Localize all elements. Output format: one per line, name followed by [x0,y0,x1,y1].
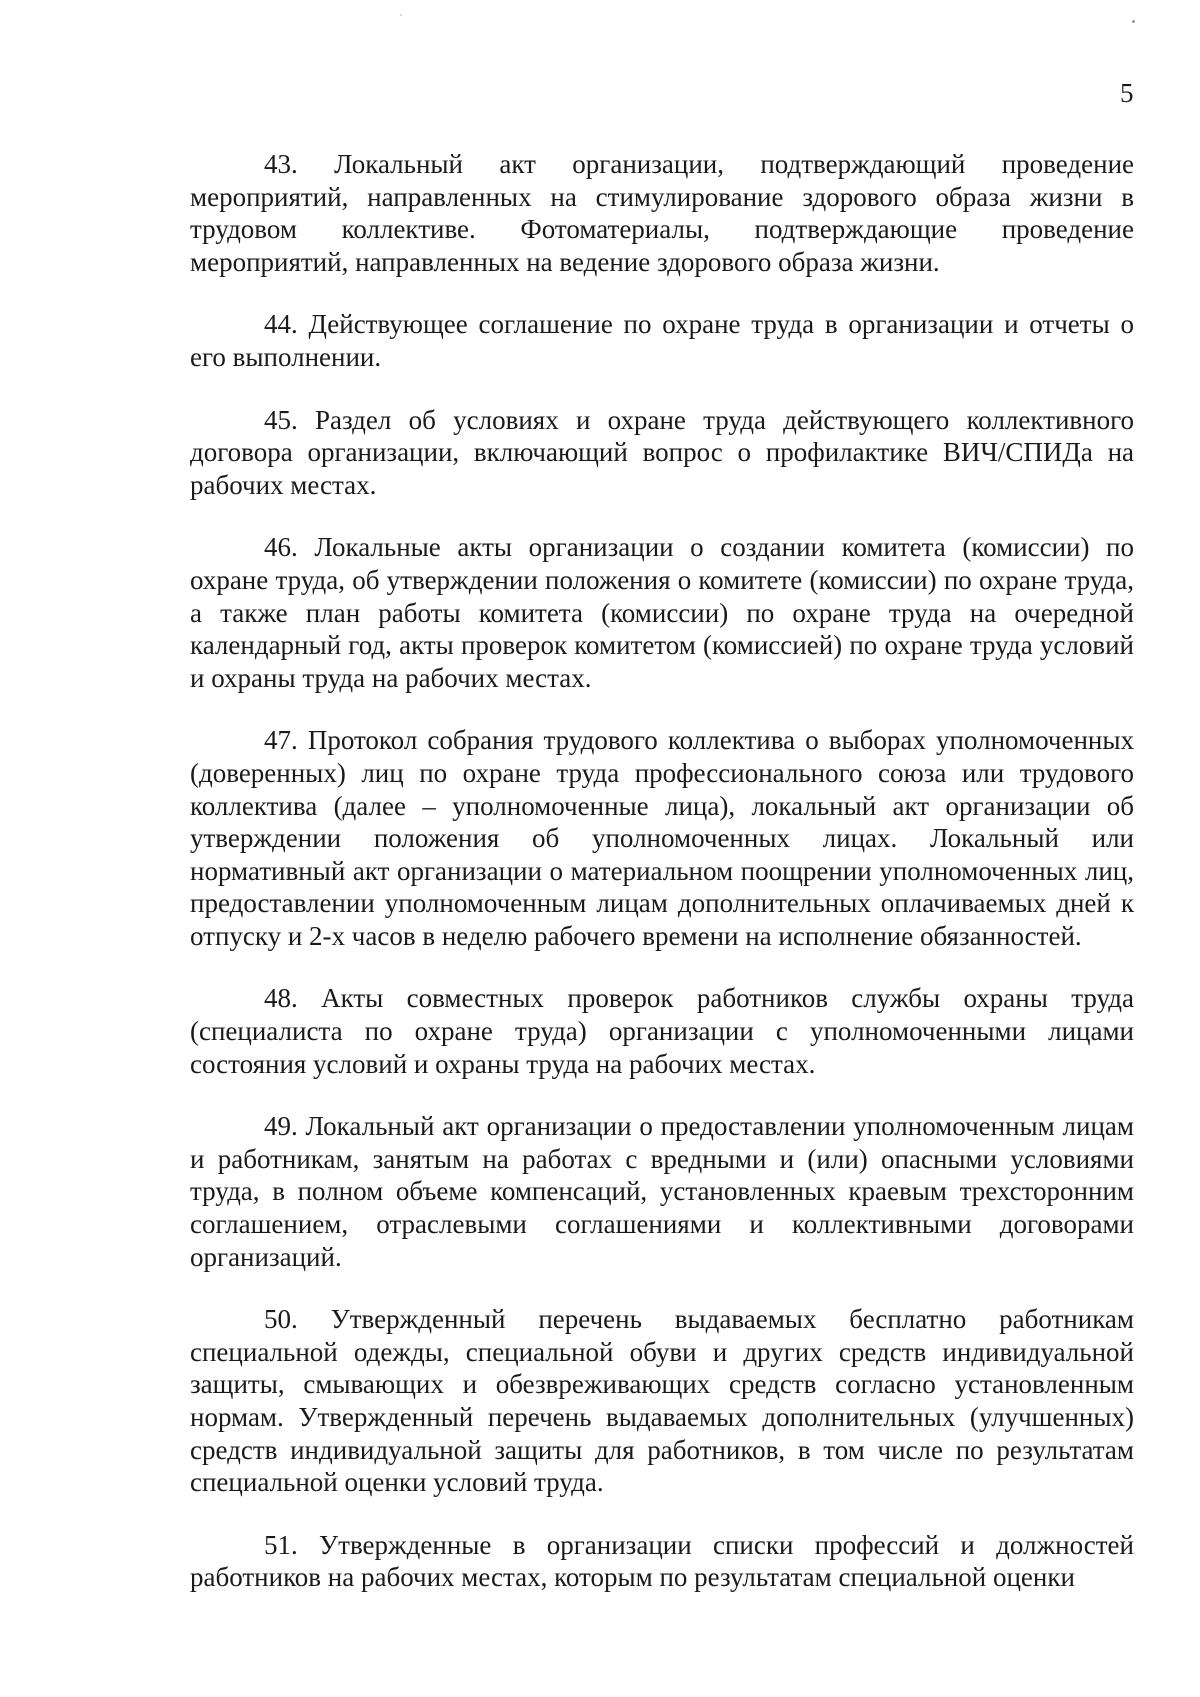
paragraph-43: 43. Локальный акт организации, подтверждающий проведение мероприятий, направленных на стимулирование здорового образа жизни в трудовом коллективе. Фотоматериалы, подтверждающие проведение мероприятий, направленных на ведение здорового образа жизни. [190,149,1134,277]
document-body [190,148,1134,1624]
paragraph-47: 47. Протокол собрания трудового коллектива о выборах уполномоченных (доверенных) лиц по охране труда профессионального союза или трудового коллектива (далее – уполномоченные лица), локальный акт организации об утверждении положения об уполномоченных лицах. Локальный или нормативный акт организации о материальном поощрении уполномоченных лиц, предоставлении уполномоченным лицам дополнительных оплачиваемых дней к отпуску и 2-х часов в неделю рабочего времени на исполнение обязанностей. [190,725,1134,951]
paragraph-44: 44. Действующее соглашение по охране труда в организации и отчеты о его выполнении. [190,309,1134,372]
paragraph-45: 45. Раздел об условиях и охране труда действующего коллективного договора организации, включающий вопрос о профилактике ВИЧ/СПИДа на рабочих местах. [190,404,1134,500]
paragraph-49: 49. Локальный акт организации о предоставлении уполномоченным лицам и работникам, занятым на работах с вредными и (или) опасными условиями труда, в полном объеме компенсаций, установленных краевым трехсторонним соглашением, отраслевыми соглашениями и коллективными договорами организаций. [190,1111,1134,1272]
paragraph-46: 46. Локальные акты организации о создании комитета (комиссии) по охране труда, об утверждении положения о комитете (комиссии) по охране труда, а также план работы комитета (комиссии) по охране труда на очередной календарный год, акты проверок комитетом (комиссией) по охране труда условий и охраны труда на рабочих местах. [190,532,1134,693]
scan-speck [1132,20,1135,23]
paragraph-50: 50. Утвержденный перечень выдаваемых бесплатно работникам специальной одежды, специальной обуви и других средств индивидуальной защиты, смывающих и обезвреживающих средств согласно установленным нормам. Утвержденный перечень выдаваемых дополнительных (улучшенных) средств индивидуальной защиты для работников, в том числе по результатам специальной оценки условий труда. [190,1304,1134,1498]
scan-speck [400,14,402,16]
paragraph-48: 48. Акты совместных проверок работников службы охраны труда (специалиста по охране труда) организации с уполномоченными лицами состояния условий и охраны труда на рабочих местах. [190,983,1134,1079]
page-number: 5 [1120,78,1134,108]
paragraph-51: 51. Утвержденные в организации списки профессий и должностей работников на рабочих местах, которым по результатам специальной оценки [190,1529,1134,1593]
